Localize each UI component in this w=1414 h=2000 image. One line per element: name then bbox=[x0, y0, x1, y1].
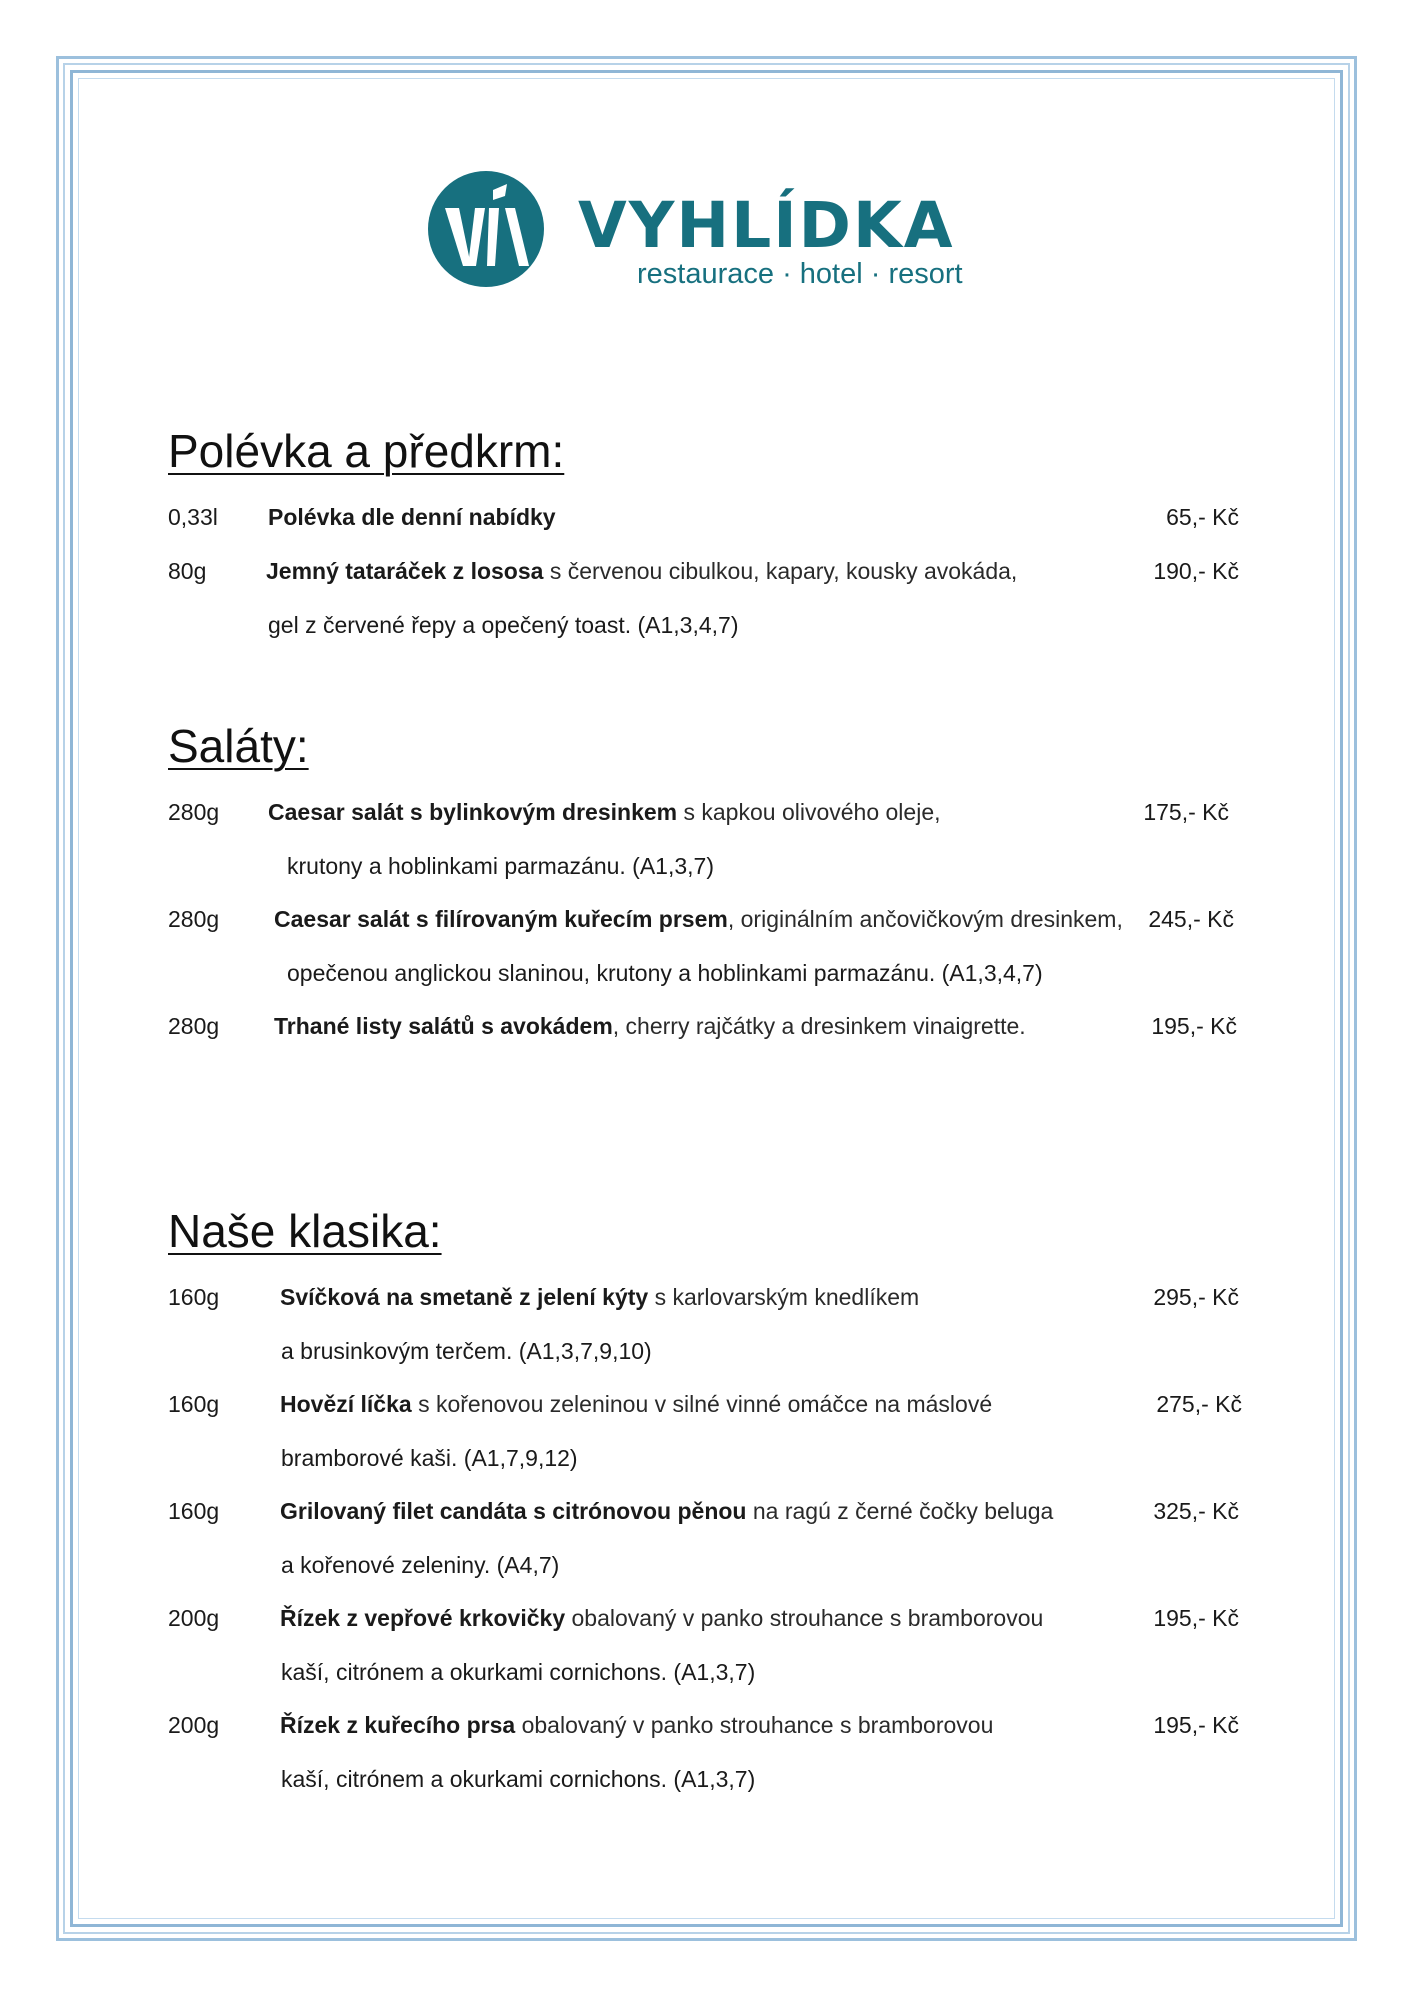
dish-description: , originálním ančovičkovým dresinkem, bbox=[727, 906, 1123, 932]
logo-tagline: restaurace · hotel · resort bbox=[637, 258, 963, 290]
dish-description: s karlovarským knedlíkem bbox=[648, 1284, 920, 1310]
dish-description: s červenou cibulkou, kapary, kousky avokáda, bbox=[543, 558, 1018, 584]
menu-item-line bbox=[280, 1714, 993, 1737]
dish-name: Grilovaný filet candáta s citrónovou pěnou bbox=[280, 1498, 747, 1524]
item-quantity: 160g bbox=[168, 1284, 220, 1310]
section-title-salads: Saláty: bbox=[168, 720, 309, 772]
section-title-soup-starter: Polévka a předkrm: bbox=[168, 425, 565, 477]
dish-description: na ragú z černé čočky beluga bbox=[746, 1498, 1054, 1524]
dish-description: obalovaný v panko strouhance s bramborovou bbox=[515, 1712, 994, 1738]
item-quantity: 80g bbox=[168, 558, 207, 584]
item-quantity: 280g bbox=[168, 799, 220, 825]
dish-description-continued: kaší, citrónem a okurkami cornichons. (A1,3,7) bbox=[281, 1766, 756, 1792]
dish-name: Řízek z kuřecího prsa bbox=[280, 1712, 516, 1738]
menu-item-line bbox=[280, 1393, 992, 1416]
dish-name: Trhané listy salátů s avokádem bbox=[274, 1013, 613, 1039]
dish-description-continued: gel z červené řepy a opečený toast. (A1,3,4,7) bbox=[268, 612, 739, 638]
dish-description: s kořenovou zeleninou v silné vinné omáčce na máslové bbox=[411, 1391, 993, 1417]
dish-description: , cherry rajčátky a dresinkem vinaigrette. bbox=[612, 1013, 1026, 1039]
item-price: 195,- Kč bbox=[1153, 1605, 1239, 1631]
item-price: 325,- Kč bbox=[1153, 1498, 1239, 1524]
restaurant-logo bbox=[425, 168, 995, 293]
menu-item-line bbox=[280, 1286, 919, 1309]
logo-emblem-icon bbox=[425, 168, 550, 293]
page-border-inner bbox=[78, 78, 1335, 1919]
dish-description: obalovaný v panko strouhance s bramborovou bbox=[565, 1605, 1044, 1631]
item-quantity: 200g bbox=[168, 1605, 220, 1631]
dish-description-continued: kaší, citrónem a okurkami cornichons. (A1,3,7) bbox=[281, 1659, 756, 1685]
menu-item-line bbox=[274, 908, 1123, 931]
dish-description-continued: a brusinkovým terčem. (A1,3,7,9,10) bbox=[281, 1338, 652, 1364]
item-quantity: 280g bbox=[168, 906, 220, 932]
dish-name: Hovězí líčka bbox=[280, 1391, 412, 1417]
section-title-classics: Naše klasika: bbox=[168, 1205, 442, 1257]
menu-item-name bbox=[268, 506, 556, 529]
menu-item-line bbox=[280, 1607, 1043, 1630]
dish-description-continued: a kořenové zeleniny. (A4,7) bbox=[281, 1552, 560, 1578]
dish-description: s kapkou olivového oleje, bbox=[677, 799, 941, 825]
menu-item-line bbox=[280, 1500, 1053, 1523]
item-quantity: 280g bbox=[168, 1013, 220, 1039]
item-quantity: 0,33l bbox=[168, 504, 218, 530]
menu-item-line bbox=[266, 560, 1017, 583]
dish-description-continued: krutony a hoblinkami parmazánu. (A1,3,7) bbox=[287, 853, 714, 879]
item-price: 65,- Kč bbox=[1166, 504, 1239, 530]
item-price: 190,- Kč bbox=[1153, 558, 1239, 584]
dish-description-continued: bramborové kaši. (A1,7,9,12) bbox=[281, 1445, 578, 1471]
item-quantity: 160g bbox=[168, 1498, 220, 1524]
item-quantity: 200g bbox=[168, 1712, 220, 1738]
item-price: 295,- Kč bbox=[1153, 1284, 1239, 1310]
dish-name: Polévka dle denní nabídky bbox=[268, 504, 556, 530]
dish-name: Caesar salát s filírovaným kuřecím prsem bbox=[274, 906, 728, 932]
dish-name: Caesar salát s bylinkovým dresinkem bbox=[268, 799, 678, 825]
item-quantity: 160g bbox=[168, 1391, 220, 1417]
dish-name: Jemný tataráček z lososa bbox=[266, 558, 544, 584]
menu-item-line bbox=[268, 801, 941, 824]
dish-name: Svíčková na smetaně z jelení kýty bbox=[280, 1284, 649, 1310]
dish-description-continued: opečenou anglickou slaninou, krutony a hoblinkami parmazánu. (A1,3,4,7) bbox=[287, 960, 1043, 986]
item-price: 275,- Kč bbox=[1156, 1391, 1242, 1417]
menu-item-line bbox=[274, 1015, 1026, 1038]
item-price: 195,- Kč bbox=[1151, 1013, 1237, 1039]
logo-wordmark: VYHLÍDKA bbox=[578, 189, 955, 262]
item-price: 195,- Kč bbox=[1153, 1712, 1239, 1738]
dish-name: Řízek z vepřové krkovičky bbox=[280, 1605, 566, 1631]
item-price: 175,- Kč bbox=[1143, 799, 1229, 825]
item-price: 245,- Kč bbox=[1148, 906, 1234, 932]
